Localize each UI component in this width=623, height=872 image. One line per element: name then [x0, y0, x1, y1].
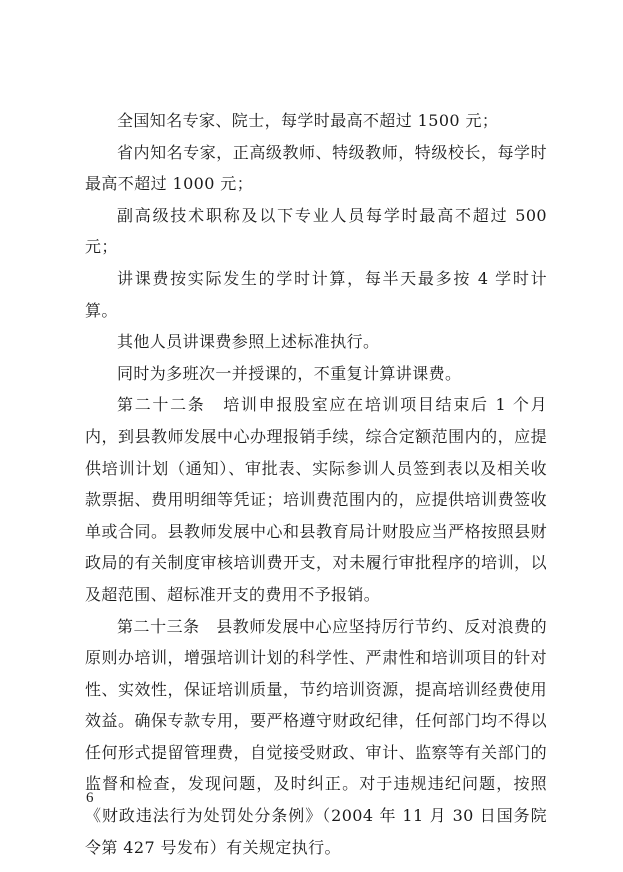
paragraph-fee-associate-professionals: 副高级技术职称及以下专业人员每学时最高不超过 500 元；	[85, 205, 547, 257]
paragraph-article-22: 第二十二条 培训申报股室应在培训项目结束后 1 个月内，到县教师发展中心办理报销手续，综合定额范围内的，应提供培训计划（通知）、审批表、实际参训人员签到表以及相关收款票据、费用明细等凭证；培训费范围内的，应提供培训费签收单或合同。县教师发展中心和县教育局计财股应当严格按照县财政局的有关制度审核培训费开支，对未履行审批程序的培训，以及超范围、超标准开支的费用不予报销。	[85, 395, 547, 604]
paragraph-fee-others: 其他人员讲课费参照上述标准执行。	[117, 332, 380, 352]
paragraph-fee-national-experts: 全国知名专家、院士，每学时最高不超过 1500 元；	[117, 111, 499, 130]
paragraph-fee-multiple-classes: 同时为多班次一并授课的，不重复计算讲课费。	[117, 363, 462, 383]
paragraph-article-23: 第二十三条 县教师发展中心应坚持厉行节约、反对浪费的原则办培训，增强培训计划的科学性、严肃性和培训项目的针对性、实效性，保证培训质量，节约培训资源，提高培训经费使用效益。确保专款专用，要严格遵守财政纪律，任何部门均不得以任何形式提留管理费，自觉接受财政、审计、监察等有关部门的监督和检查，发现问题，及时纠正。对于违规违纪问题，按照《财政违法行为处罚处分条例》（2004 年 11 月 30 日国务院令第 427 号发布）有关规定执行。	[85, 616, 547, 857]
page-number: 6	[86, 790, 94, 806]
paragraph-fee-provincial-experts: 省内知名专家，正高级教师、特级教师，特级校长，每学时最高不超过 1000 元；	[85, 142, 547, 194]
paragraph-fee-calculation: 讲课费按实际发生的学时计算，每半天最多按 4 学时计算。	[85, 268, 547, 320]
document-body	[85, 105, 547, 863]
